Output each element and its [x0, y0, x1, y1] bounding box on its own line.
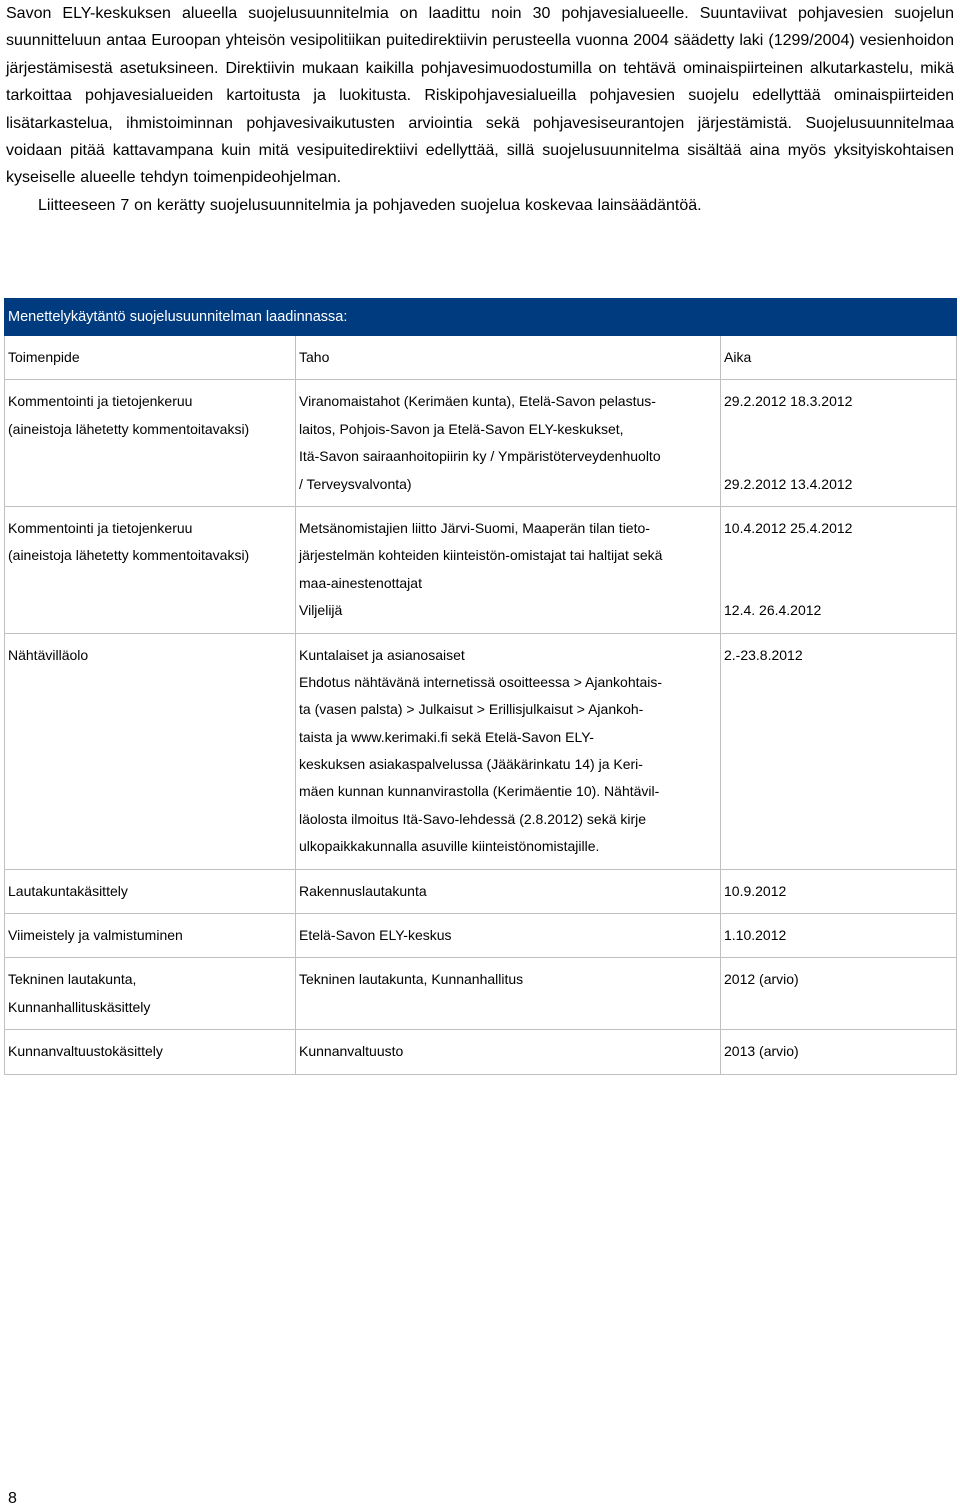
table-title-row — [5, 299, 957, 336]
table-row — [5, 506, 957, 633]
row-party: Rakennuslautakunta — [296, 869, 721, 913]
procedure-table — [4, 298, 957, 1075]
row-action: Nähtävilläolo — [5, 633, 296, 869]
row-time: 29.2.2012 18.3.2012 29.2.2012 13.4.2012 — [721, 380, 957, 507]
row-action: Kommentointi ja tietojenkeruu (aineistoja lähetetty kommentoitavaksi) — [5, 380, 296, 507]
page-number: 8 — [8, 1490, 17, 1507]
table-title: Menettelykäytäntö suojelusuunnitelman laadinnassa: — [5, 299, 957, 336]
row-time: 10.9.2012 — [721, 869, 957, 913]
table-row — [5, 1030, 957, 1074]
row-party: Kuntalaiset ja asianosaiset Ehdotus nähtävänä internetissä osoitteessa > Ajankohtais- ta (vasen palsta) > Julkaisut > Erillisjulkaisut > Ajankoh- taista ja www.kerimaki.fi sekä Etelä-Savon ELY- keskuksen asiakaspalvelussa (Jääkärinkatu 14) ja Keri- mäen kunnan kunnanvirastolla (Kerimäentie 10). Nähtävil- läolosta ilmoitus Itä-Savo-lehdessä (2.8.2012) sekä kirje ulkopaikkakunnalla asuville kiinteistönomistajille. — [296, 633, 721, 869]
row-party: Kunnanvaltuusto — [296, 1030, 721, 1074]
row-party: Metsänomistajien liitto Järvi-Suomi, Maaperän tilan tieto- järjestelmän kohteiden kiinteistön-omistajat tai haltijat sekä maa-ainestenottajat Viljelijä — [296, 506, 721, 633]
row-time: 2.-23.8.2012 — [721, 633, 957, 869]
table-row — [5, 958, 957, 1030]
row-party: Tekninen lautakunta, Kunnanhallitus — [296, 958, 721, 1030]
row-action: Lautakuntakäsittely — [5, 869, 296, 913]
header-party: Taho — [296, 336, 721, 380]
row-action: Tekninen lautakunta, Kunnanhallituskäsittely — [5, 958, 296, 1030]
header-time: Aika — [721, 336, 957, 380]
header-action: Toimenpide — [5, 336, 296, 380]
intro-text — [6, 0, 954, 219]
intro-paragraph-1: Savon ELY-keskuksen alueella suojelusuunnitelmia on laadittu noin 30 pohjavesialueelle. Suuntaviivat pohjavesien suojelun suunnitteluun antaa Euroopan yhteisön vesipolitiikan puitedirektiivin perusteella vuonna 2004 säädetty laki (1299/2004) vesienhoidon järjestämisestä asetuksineen. Direktiivin mukaan kaikilla pohjavesimuodostumilla on tehtävä ominaispiirteinen alkutarkastelu, mikä tarkoittaa pohjavesialueiden kartoitusta ja luokitusta. Riskipohjavesialueilla pohjavesien suojelu edellyttää ominaispiirteiden lisätarkastelua, ihmistoiminnan pohjavesivaikutusten arviointia sekä pohjavesiseurantojen järjestämistä. Suojelusuunnitelmaa voidaan pitää kattavampana kuin mitä vesipuitedirektiivi edellyttää, sillä suojelusuunnitelma sisältää aina myös yksityiskohtaisen kyseiselle alueelle tehdyn toimenpideohjelman. — [6, 5, 954, 187]
row-party: Viranomaistahot (Kerimäen kunta), Etelä-Savon pelastus- laitos, Pohjois-Savon ja Etelä-Savon ELY-keskukset, Itä-Savon sairaanhoitopiirin ky / Ympäristöterveydenhuolto / Terveysvalvonta) — [296, 380, 721, 507]
table-header-row — [5, 336, 957, 380]
table-row — [5, 869, 957, 913]
row-time: 10.4.2012 25.4.2012 12.4. 26.4.2012 — [721, 506, 957, 633]
row-time: 2013 (arvio) — [721, 1030, 957, 1074]
row-action: Kommentointi ja tietojenkeruu (aineistoja lähetetty kommentoitavaksi) — [5, 506, 296, 633]
table-row — [5, 380, 957, 507]
row-action: Viimeistely ja valmistuminen — [5, 914, 296, 958]
row-time: 1.10.2012 — [721, 914, 957, 958]
table-row — [5, 914, 957, 958]
row-action: Kunnanvaltuustokäsittely — [5, 1030, 296, 1074]
row-party: Etelä-Savon ELY-keskus — [296, 914, 721, 958]
intro-paragraph-2: Liitteeseen 7 on kerätty suojelusuunnitelmia ja pohjaveden suojelua koskevaa lainsäädäntöä. — [38, 196, 702, 214]
table-row — [5, 633, 957, 869]
row-time: 2012 (arvio) — [721, 958, 957, 1030]
